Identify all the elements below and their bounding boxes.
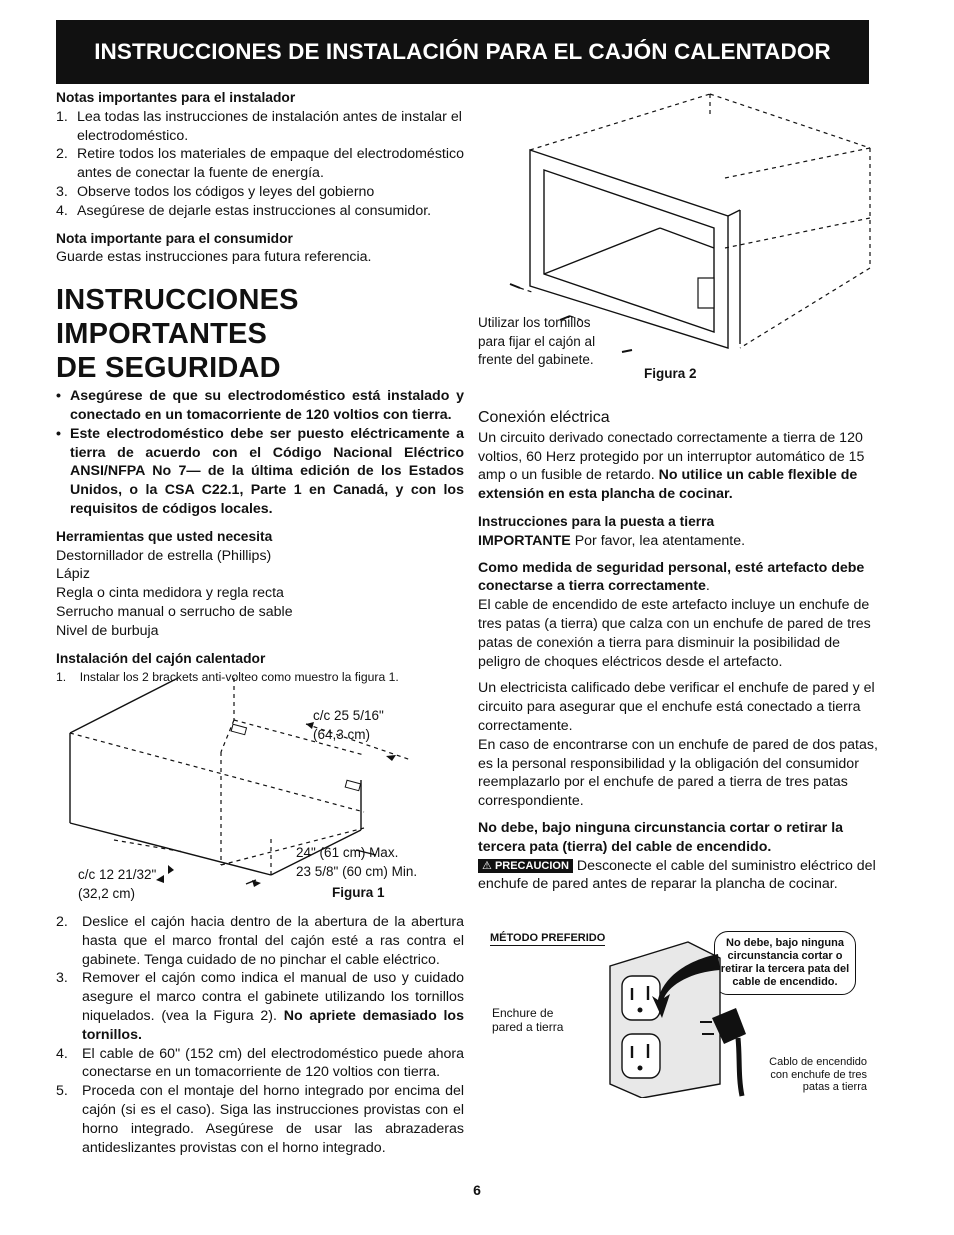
- cord-text: El cable de encendido de este artefacto incluye un enchufe de tres patas (a tierra) que calza con un enchufe de pared de tres patas de conexión a tierra para disminuir la posibilidad de peligro de choques eléctricos desde el artefacto.: [478, 597, 871, 670]
- caution-note: ⚠ PRECAUCION Desconecte el cable del suministro eléctrico del enchufe de pared antes de reparar la plancha de cocinar.: [478, 857, 876, 893]
- cord-label: Cablo de encendido con enchufe de tres patas a tierra: [769, 1056, 867, 1093]
- drawing-line: [740, 268, 870, 348]
- warning-callout: No debe, bajo ninguna circunstancia cortar o retirar la tercera pata del cable de encendido.: [714, 931, 856, 995]
- drawer-install-step1: 1. Instalar los 2 brackets anti-volteo como muestro la figura 1.: [56, 670, 399, 685]
- drawing-line: [725, 218, 870, 248]
- arrow-icon: [168, 865, 174, 874]
- list-item: Nivel de burbuja: [56, 622, 159, 639]
- electrical-heading: Conexión eléctrica: [478, 409, 610, 426]
- drawer-install-heading: Instalación del cajón calentador: [56, 650, 266, 666]
- cord-icon: [738, 1038, 742, 1096]
- page-header: [56, 20, 869, 84]
- drawing-line: [725, 148, 870, 178]
- steps-list: [56, 913, 464, 1157]
- list-item: 2. Deslice el cajón hacia dentro de la abertura de la abertura hasta que el marco frontal del cajón esté a ras contra el gabinete. Tenga cuidado de no pinchar el cable eléctrico.: [56, 914, 464, 968]
- figure-2-label: Utilizar los tornillos para fijar el cajón al frente del gabinete.: [478, 315, 596, 367]
- bracket-icon: [345, 780, 360, 790]
- outlet-label: Enchure de pared a tierra: [492, 1006, 564, 1034]
- tools-list: [56, 547, 464, 641]
- arrow-icon: [386, 755, 396, 761]
- warning-icon: ⚠: [482, 859, 492, 872]
- arrow-icon: [156, 875, 164, 883]
- drawing-line: [544, 228, 660, 274]
- drawing-line: [520, 288, 535, 293]
- list-item: • Este electrodoméstico debe ser puesto eléctricamente a tierra de acuerdo con el Código Nacional Eléctrico ANSI/NFPA No 7— de la última edición de los Estados Unidos, o la CSA C22.1, Parte 1 en Canadá, y con los requisitos de códigos locales.: [56, 425, 464, 519]
- drawing-line: [70, 678, 178, 733]
- electrician-text: Un electricista calificado debe verificar el enchufe de pared y el circuito para asegurar que el enchufe está conectado a tierra correctamente.: [478, 680, 875, 734]
- safety-bullets: [56, 387, 464, 519]
- dim-width-label: 24" (61 cm) Max. 23 5/8" (60 cm) Min.: [296, 845, 418, 879]
- list-item: 1. Lea todas las instrucciones de instalación antes de instalar el electrodoméstico.: [56, 108, 462, 144]
- page-number: 6: [473, 1182, 481, 1198]
- safety-ground-note: Como medida de seguridad personal, esté artefacto debe conectarse a tierra correctamente.: [478, 559, 865, 595]
- figure-2-caption: Figura 2: [644, 366, 697, 381]
- ground-hole-icon: [638, 1008, 643, 1013]
- list-item: 4. El cable de 60" (152 cm) del electrodoméstico puede ahora conectarse en un tomacorriente de 120 voltios con tierra.: [56, 1045, 464, 1081]
- installer-notes-list: [56, 108, 464, 221]
- dim-depth-label: c/c 25 5/16" (64,3 cm): [313, 708, 384, 742]
- list-item: 5. Proceda con el montaje del horno integrado por encima del cajón (si es el caso). Siga las instrucciones provistas con el horno integrado. Asegúrese de usar las abrazaderas antideslizantes provistas con el horno integrado.: [56, 1083, 464, 1156]
- tools-heading: Herramientas que usted necesita: [56, 528, 273, 544]
- frame-opening: [544, 170, 714, 332]
- consumer-note-text: Guarde estas instrucciones para futura referencia.: [56, 249, 372, 266]
- arrow-icon: [252, 880, 261, 887]
- screw-icon: [622, 350, 632, 352]
- ground-hole-icon: [638, 1066, 643, 1071]
- list-item: Destornillador de estrella (Phillips): [56, 547, 272, 564]
- drawing-line: [221, 720, 234, 752]
- list-item: 3. Remover el cajón como indica el manual de uso y cuidado asegure el marco contra el gabinete utilizando los tornillos niquelados. (vea la Figura 2). No apriete demasiado los tornillos.: [56, 970, 464, 1043]
- list-item: • Asegúrese de que su electrodoméstico está instalado y conectado en un tomacorriente de 120 voltios con tierra.: [56, 387, 464, 425]
- method-label: MÉTODO PREFERIDO: [490, 932, 606, 944]
- important-note: IMPORTANTE Por favor, lea atentamente.: [478, 532, 746, 549]
- page-title: INSTRUCCIONES DE INSTALACIÓN PARA EL CAJÓN CALENTADOR: [94, 39, 831, 64]
- bracket-icon: [231, 724, 246, 734]
- drawing-line: [660, 228, 714, 248]
- figure-1-caption: Figura 1: [332, 885, 385, 900]
- drawing-line: [70, 733, 364, 812]
- safety-title: INSTRUCCIONES IMPORTANTES DE SEGURIDAD: [56, 284, 299, 385]
- control-panel-icon: [698, 278, 714, 308]
- list-item: Serrucho manual o serrucho de sable: [56, 603, 293, 620]
- warning-text: No debe, bajo ninguna circunstancia cortar o retirar la tercera pata (tierra) del cable de encendido.: [478, 819, 844, 855]
- dim-side-label: c/c 12 21/32" (32,2 cm): [78, 867, 157, 901]
- list-item: Regla o cinta medidora y regla recta: [56, 585, 284, 602]
- list-item: 2. Retire todos los materiales de empaque del electrodoméstico antes de conectar la fuente de energía.: [56, 146, 464, 182]
- grounding-heading: Instrucciones para la puesta a tierra: [478, 513, 715, 529]
- caution-badge: ⚠ PRECAUCION: [478, 859, 573, 873]
- installer-notes-heading: Notas importantes para el instalador: [56, 90, 296, 105]
- screw-icon: [510, 284, 520, 288]
- consumer-note-heading: Nota importante para el consumidor: [56, 230, 293, 246]
- left-column: [56, 89, 464, 687]
- list-item: 4. Asegúrese de dejarle estas instrucciones al consumidor.: [56, 202, 432, 219]
- drawing-line: [728, 210, 740, 216]
- outlet-icon: [622, 1034, 660, 1078]
- two-prong-text: En caso de encontrarse con un enchufe de pared de dos patas, es la personal responsibilidad y la obligación del consumidor reemplazarlo por el enchufe de pared a tierra de tres patas correspondiente.: [478, 736, 878, 810]
- electrical-text: Un circuito derivado conectado correctamente a tierra de 120 voltios, 60 Herz protegido por un interruptor automático de 15 amp o un fusible de retardo. No utilice un cable flexible de extensión en esta plancha de cocinar.: [478, 429, 865, 503]
- drawing-line: [530, 94, 710, 150]
- list-item: 3. Observe todos los códigos y leyes del gobierno: [56, 183, 375, 200]
- drawing-line: [710, 94, 870, 148]
- list-item: Lápiz: [56, 566, 90, 583]
- right-column: [478, 409, 886, 894]
